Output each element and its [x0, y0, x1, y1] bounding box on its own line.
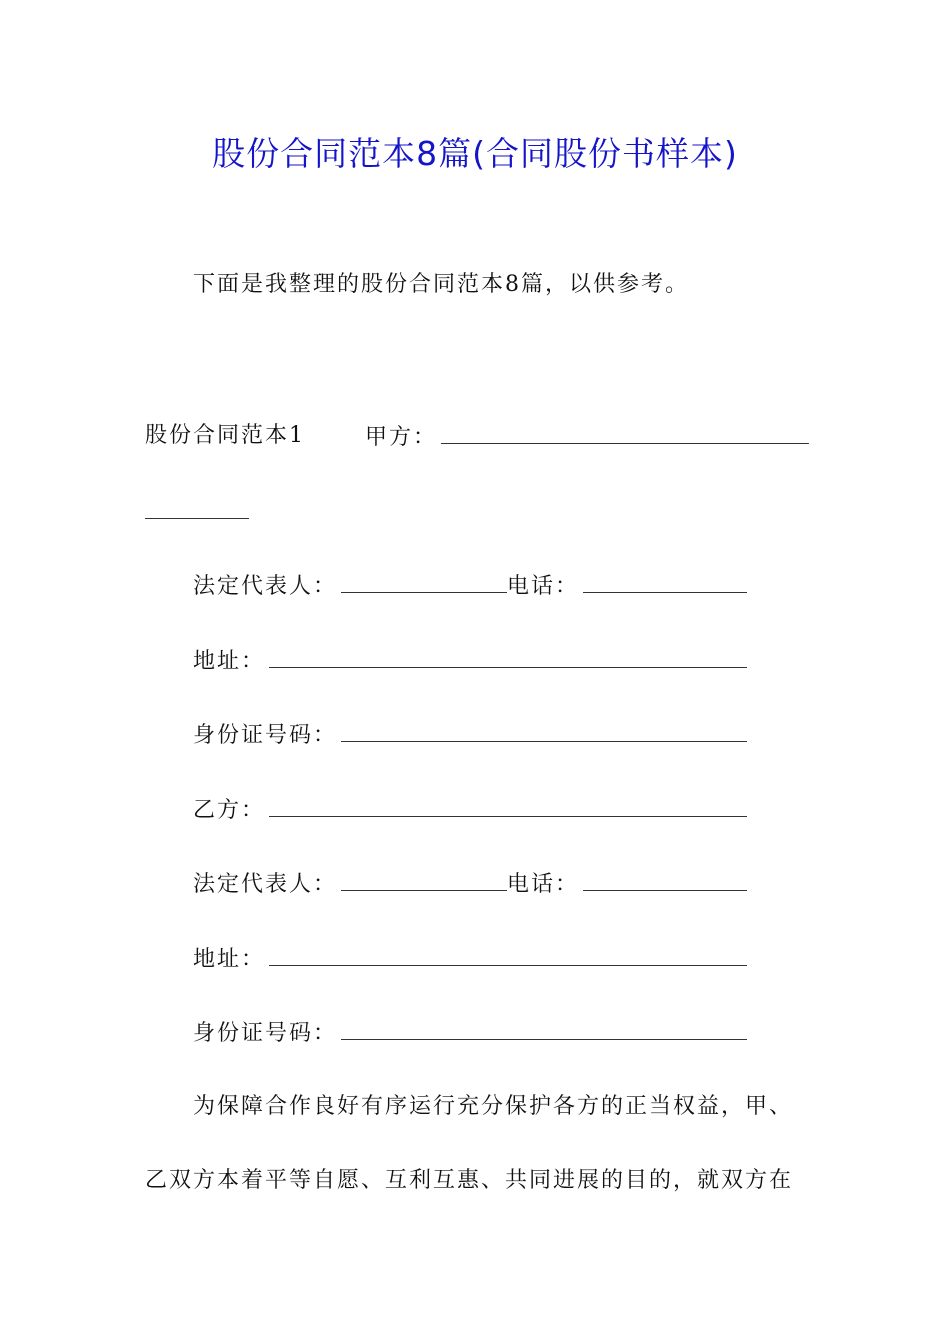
party-b-id-blank — [341, 1017, 747, 1040]
party-a-rep-blank — [341, 570, 507, 593]
party-b-rep-label: 法定代表人： — [193, 872, 338, 897]
party-b-address-label: 地址： — [193, 947, 266, 972]
party-a-rep-row — [193, 570, 747, 602]
party-b-label: 乙方： — [193, 798, 266, 823]
party-b-id-row — [193, 1017, 747, 1049]
party-b-rep-row — [193, 868, 747, 900]
party-b-phone-label: 电话： — [507, 872, 580, 897]
party-b-row — [193, 794, 747, 826]
party-a-address-blank — [269, 645, 747, 668]
party-a-id-label: 身份证号码： — [193, 723, 338, 748]
party-b-rep-blank — [341, 868, 507, 891]
party-a-address-label: 地址： — [193, 649, 266, 674]
party-a-blank-continued-row — [145, 496, 249, 528]
party-a-blank-continued — [145, 496, 249, 519]
party-b-id-label: 身份证号码： — [193, 1021, 338, 1046]
party-a-phone-blank — [583, 570, 747, 593]
document-title: 股份合同范本8篇(合同股份书样本) — [212, 134, 738, 173]
party-a-label: 甲方： — [365, 425, 438, 450]
party-a-address-row — [193, 645, 747, 677]
party-b-phone-blank — [583, 868, 747, 891]
party-a-phone-label: 电话： — [507, 574, 580, 599]
party-a-blank — [441, 421, 809, 444]
party-a-row — [365, 421, 809, 453]
section-heading-row — [145, 421, 305, 451]
paragraph-line-1: 为保障合作良好有序运行充分保护各方的正当权益，甲、 — [193, 1094, 794, 1119]
paragraph-line-2: 乙双方本着平等自愿、互利互惠、共同进展的目的，就双方在 — [145, 1168, 794, 1193]
party-a-id-row — [193, 719, 747, 751]
party-b-address-row — [193, 943, 747, 975]
section-title: 股份合同范本1 — [145, 423, 305, 448]
party-a-rep-label: 法定代表人： — [193, 574, 338, 599]
party-b-address-blank — [269, 943, 747, 966]
party-a-id-blank — [341, 719, 747, 742]
party-b-blank — [269, 794, 747, 817]
intro-text: 下面是我整理的股份合同范本8篇，以供参考。 — [193, 272, 689, 297]
